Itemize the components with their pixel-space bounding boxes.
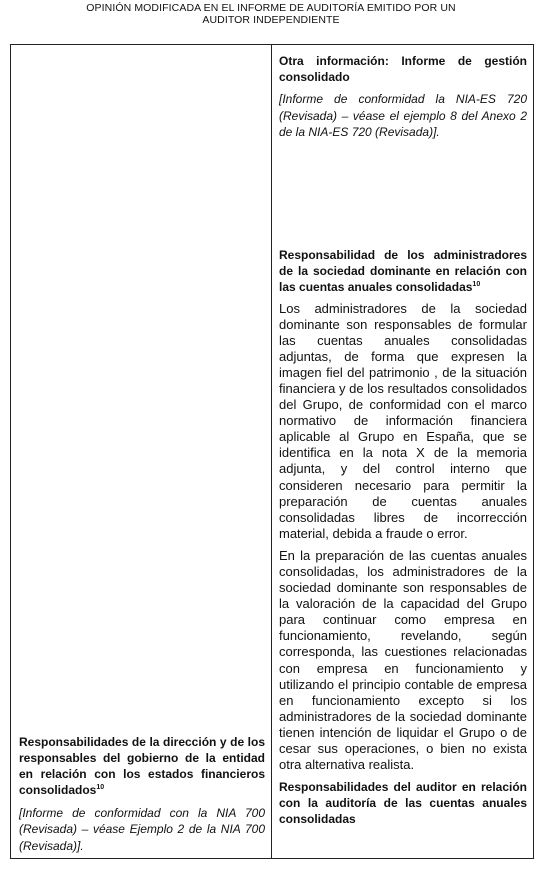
- other-info-reference: [Informe de conformidad la NIA-ES 720 (Revisada) – véase el ejemplo 8 del Anexo 2 de la NIA-ES 720 (Revisada)].: [279, 92, 527, 139]
- header-line-2: AUDITOR INDEPENDIENTE: [202, 14, 340, 26]
- footnote-ref: 10: [96, 783, 105, 791]
- resp-auditor-heading: Responsabilidades del auditor en relación con la auditoría de las cuentas anuales consolidadas: [279, 780, 527, 827]
- resp-admin-heading: Responsabilidad de los administradores de la sociedad dominante en relación con las cuentas anuales consolidadas$^{10}$: [279, 247, 527, 294]
- resp-mgmt-reference: [Informe de conformidad con la NIA 700 (Revisada) – véase Ejemplo 2 de la NIA 700 (Revisada)].: [19, 805, 265, 853]
- resp-admin-paragraph-1: Los administradores de la sociedad dominante son responsables de formular las cuentas anuales consolidadas adjuntas, de forma que expresen la imagen fiel del patrimonio , de la situación financiera y de los resultados consolidados del Grupo, de conformidad con el marco normativo de información financiera aplicable al Grupo en España, que se identifica en la nota X de la memoria adjunta, y del control interno que consideren necesario para permitir la preparación de cuentas anuales consolidadas libres de incorrección material, debida a fraude o error.: [279, 300, 527, 541]
- page-header: [0, 2, 542, 26]
- right-column: [279, 53, 527, 827]
- column-divider: [271, 45, 272, 858]
- comparison-table: [10, 44, 534, 859]
- resp-admin-paragraph-2: En la preparación de las cuentas anuales consolidadas, los administradores de la sociedad dominante son responsables de la valoración de la capacidad del Grupo para continuar como empresa en funcionamiento, revelando, según corresponda, las cuestiones relacionadas con empresa en funcionamiento y utilizando el principio contable de empresa en funcionamiento excepto si los administradores de la sociedad dominante tienen intención de liquidar el Grupo o de cesar sus operaciones, o bien no exista otra alternativa realista.: [279, 547, 527, 773]
- other-info-heading: Otra información: Informe de gestión consolidado: [279, 54, 527, 84]
- left-column: [19, 734, 265, 855]
- resp-mgmt-heading: Responsabilidades de la dirección y de los responsables del gobierno de la entidad en relación con los estados financieros consolidados$^{10}$: [19, 734, 265, 797]
- footnote-ref: 10: [472, 280, 481, 288]
- header-line-1: OPINIÓN MODIFICADA EN EL INFORME DE AUDITORÍA EMITIDO POR UN: [86, 2, 456, 14]
